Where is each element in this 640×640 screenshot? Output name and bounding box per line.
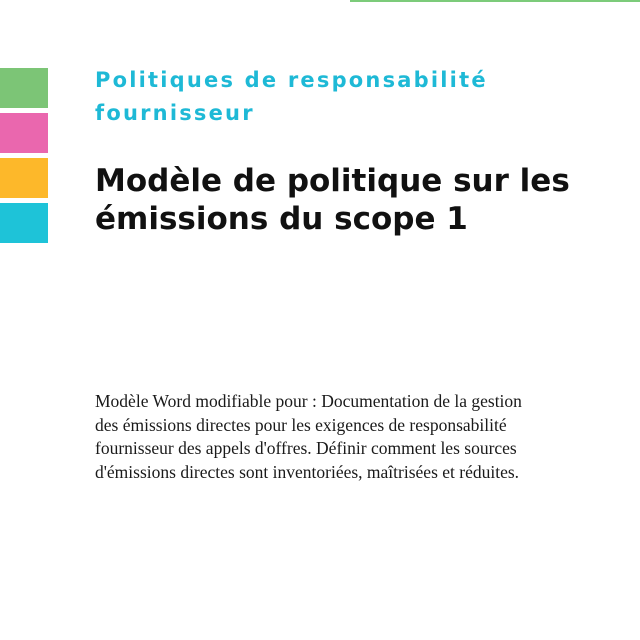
category-subtitle: Politiques de responsabilité fournisseur xyxy=(95,68,488,125)
description-text: Modèle Word modifiable pour : Documentation de la gestion des émissions directes pour les exigences de responsabilité fournisseur des appels d'offres. Définir comment les sources d'émissions directes sont inventoriées, maîtrisées et réduites. xyxy=(95,391,522,482)
accent-bar-yellow xyxy=(0,158,48,198)
accent-bar-green xyxy=(0,68,48,108)
accent-bar-cyan xyxy=(0,203,48,243)
page-title: Modèle de politique sur les émissions du scope 1 xyxy=(95,163,570,237)
top-accent-line xyxy=(350,0,640,2)
accent-bar-pink xyxy=(0,113,48,153)
